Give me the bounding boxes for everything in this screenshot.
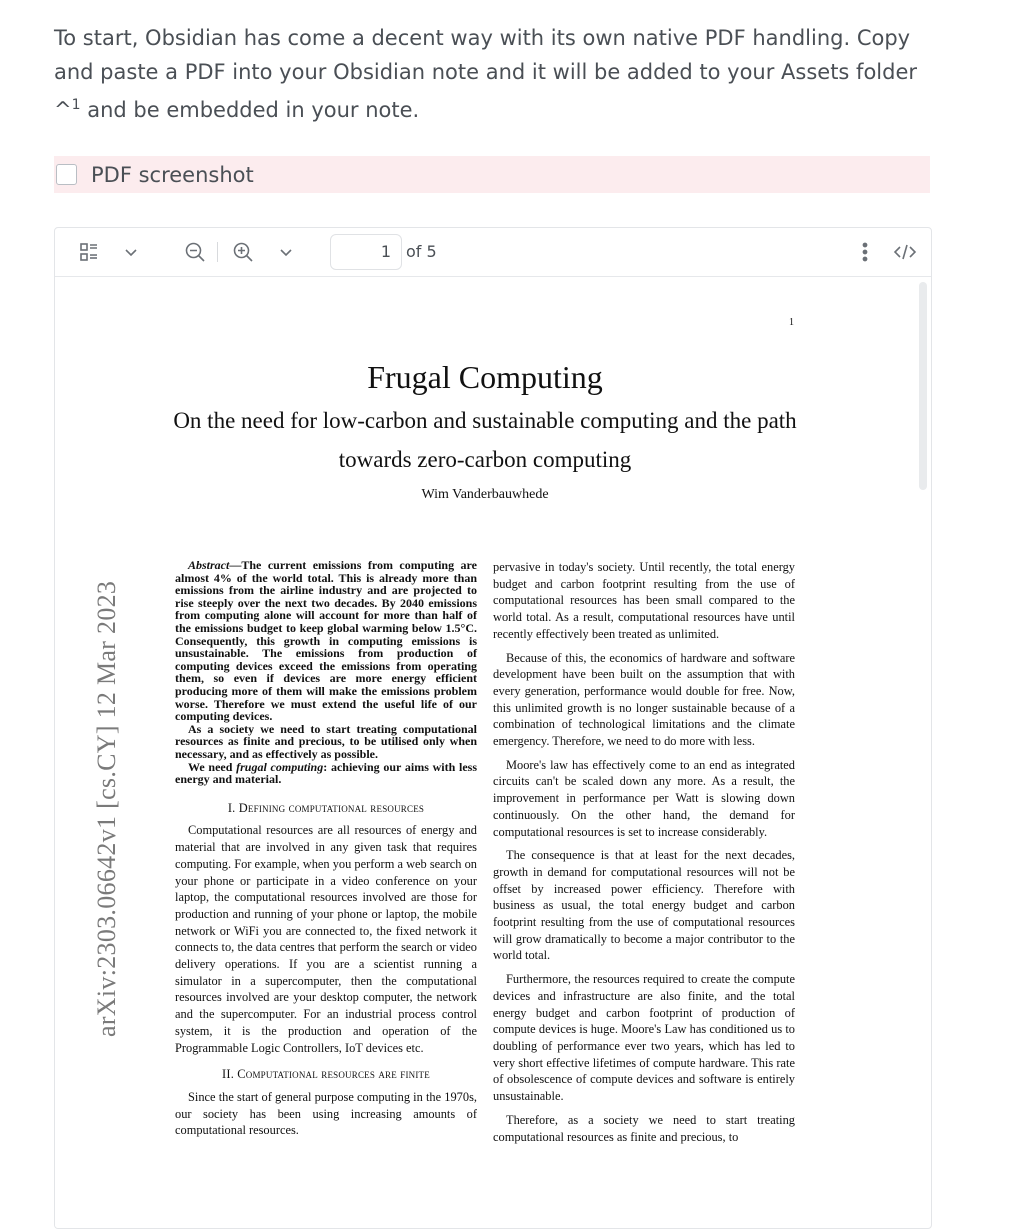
abstract [175,559,477,786]
toolbar-divider [217,242,218,262]
intro-line-1: To start, Obsidian has come a decent way with its own native PDF handling. Copy [54,26,911,50]
abstract-p2: As a society we need to start treating computational resources as finite and precious, to be utilised only when necessary, and as effectively as possible. [175,721,477,761]
zoom-in-icon[interactable] [229,228,257,276]
footnote-ref[interactable]: 1 [71,97,81,113]
abstract-p3-em: frugal computing [236,759,324,774]
right-paragraph-2: Because of this, the economics of hardware and software development have been built on the assumption that with every generation, performance would double for free. Now, this unlimited growth is no longer sustainable because of a combination of technological limitations and the climate emergency. Therefore, we need to do more with less. [493,650,795,749]
task-label: PDF screenshot [91,162,254,187]
right-paragraph-1: pervasive in today's society. Until recently, the total energy budget and carbon footprint resulting from the use of computational resources has been small compared to the world total. As a result, computational resources have until recently effectively been treated as unlimited. [493,560,795,641]
section-2-number: II. [222,1067,238,1082]
pdf-toolbar [55,228,931,277]
right-paragraph-5: Furthermore, the resources required to create the compute devices and infrastructure are also finite, and the total energy budget and carbon footprint of production of compute devices is huge. Moore's Law has conditioned us to doubling of performance ever two years, which has led to very short effective lifetimes of compute hardware. This rate of obsolescence of compute devices and software is entirely unsustainable. [493,972,795,1104]
intro-line-3: and be embedded in your note. [80,98,420,122]
abstract-p1: —The current emissions from computing are almost 4% of the world total. This is already more than emissions from the airline industry and are projected to rise steeply over the next two decades. By 2040 emissions from computing alone will account for more than half of the emissions budget to keep global warming below 1.5°C. Consequently, this growth in computing emissions is unsustainable. The emissions from production of computing devices exceed the emissions from operating them, so even if devices are more energy efficient producing more of them will make the emissions problem worse. Therefore we must extend the useful life of our computing devices. [175,558,477,724]
pdf-page [55,277,915,1229]
section-2-paragraph: Since the start of general purpose computing in the 1970s, our society has been using increasing amounts of computational resources. [175,1089,477,1138]
intro-caret: ^ [54,98,72,122]
section-1-number: I. [227,800,239,815]
chevron-down-icon[interactable] [119,228,143,276]
intro-line-2: and paste a PDF into your Obsidian note and it will be added to your Assets folder [54,59,918,84]
more-vertical-icon[interactable] [855,228,875,276]
pdf-scrollbar[interactable] [919,282,927,490]
page-number-input[interactable]: 1 [330,234,402,270]
section-1-paragraph: Computational resources are all resources of energy and material that are involved in any given task that requires computing. For example, when you perform a web search on your phone or participate in a video conference on your laptop, the computational resources involved are those for production and running of your phone or laptop, the mobile network or WiFi you are connected to, the fixed network it connects to, the data centres that perform the search or video delivery operations. If you are a scientist running a simulator in a supercomputer, then the computational resources involved are your desktop computer, the network and the supercomputer. For an industrial process control system, it is the production and operation of the Programmable Logic Controllers, IoT devices etc. [175,823,477,1055]
zoom-menu-chevron-icon[interactable] [274,228,298,276]
abstract-lead: Abstract [188,558,230,572]
paper-title: Frugal Computing [367,359,603,395]
section-1-heading [175,800,477,817]
task-item [54,156,930,193]
pdf-page-number: 1 [789,317,794,328]
abstract-p3-a: We need [188,759,237,774]
sidebar-toggle-icon[interactable] [75,228,103,276]
arxiv-stamp: arXiv:2303.06642v1 [cs.CY] 12 Mar 2023 [92,580,121,1037]
abstract-p3-b: : achieving our aims with less energy and material. [175,759,477,787]
section-2-title: Computational resources are finite [237,1067,430,1082]
right-paragraph-6: Therefore, as a society we need to start treating computational resources as finite and precious, to [493,1112,795,1144]
pdf-viewer [54,227,932,1229]
left-column [175,559,477,1139]
section-2-heading [175,1066,477,1083]
page-count: of 5 [406,242,437,261]
right-column [493,559,795,1145]
paper-author: Wim Vanderbauwhede [421,487,549,502]
right-paragraph-3: Moore's law has effectively come to an end as integrated circuits can't be scaled down any more. As a result, the improvement in performance per Watt is slowing down continuously. On the other hand, the demand for computational resources is set to increase considerably. [493,757,795,839]
task-checkbox[interactable] [56,164,77,185]
section-1-title: Defining computational resources [238,800,425,815]
zoom-out-icon[interactable] [181,228,209,276]
paper-subtitle: On the need for low-carbon and sustainable computing and the path towards zero-carbon computing [173,408,797,472]
note-intro-paragraph [54,22,934,128]
right-paragraph-4: The consequence is that at least for the next decades, growth in demand for computational resources will not be offset by increased power efficiency. Therefore with business as usual, the total energy budget and carbon footprint resulting from the use of computational resources will grow dramatically to become a major contributor to the world total. [493,848,795,963]
code-icon[interactable] [891,228,919,276]
